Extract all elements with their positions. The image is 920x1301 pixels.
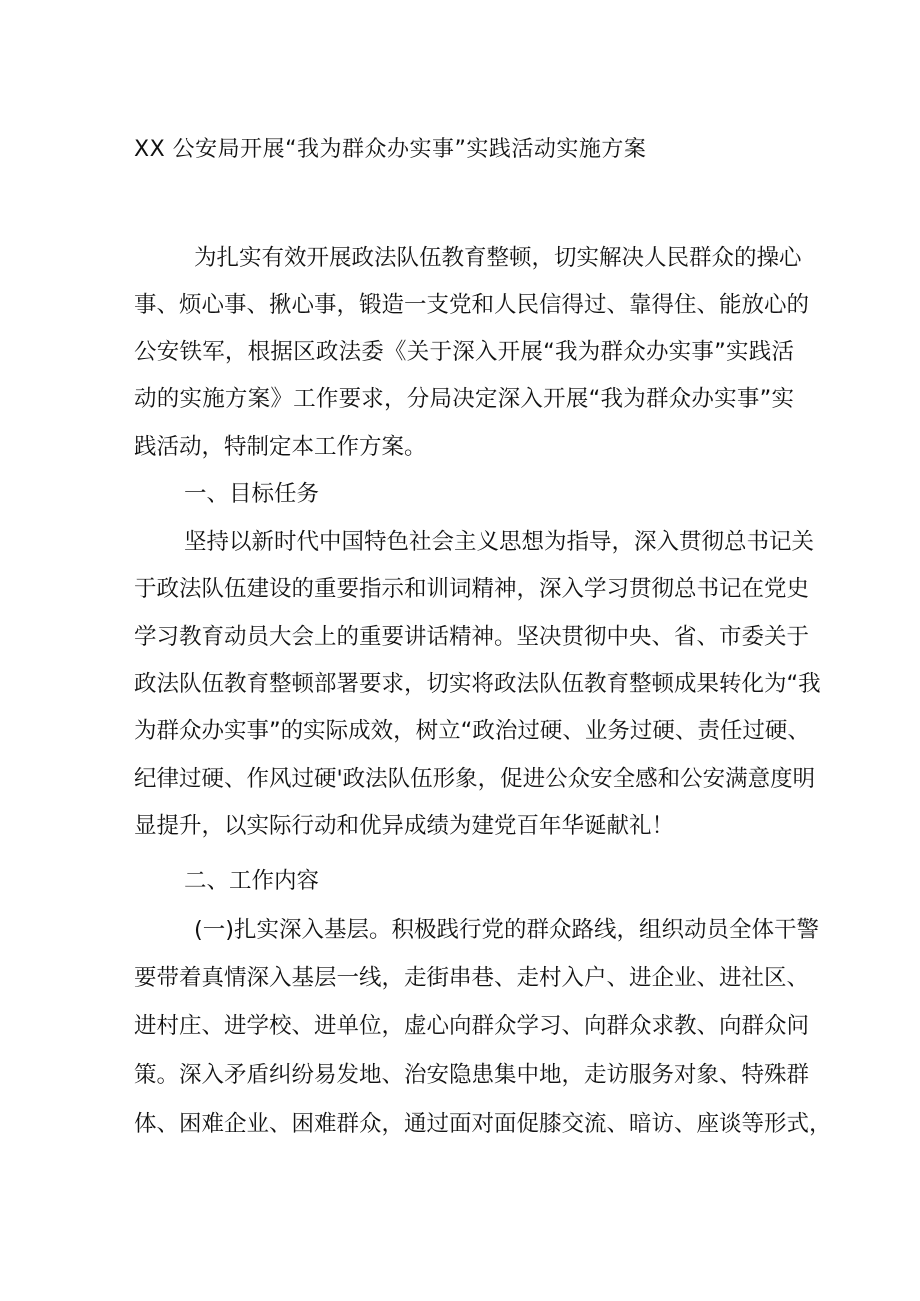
paragraph-line: 事、烦心事、揪心事，锻造一支党和人民信得过、靠得住、能放心的 — [134, 292, 810, 318]
paragraph-line: 纪律过硬、作风过硬'政法队伍形象，促进公众安全感和公安满意度明 — [134, 766, 816, 792]
paragraph-line: 践活动，特制定本工作方案。 — [134, 434, 427, 460]
paragraph-line: 坚持以新时代中国特色社会主义思想为指导，深入贯彻总书记关 — [184, 529, 815, 555]
paragraph-line: 政法队伍教育整顿部署要求，切实将政法队伍教育整顿成果转化为“我 — [134, 671, 821, 697]
paragraph-line: 为扎实有效开展政法队伍教育整顿，切实解决人民群众的操心 — [194, 245, 802, 271]
paragraph-line: 学习教育动员大会上的重要讲话精神。坚决贯彻中央、省、市委关于 — [134, 624, 810, 650]
paragraph-line: 要带着真情深入基层一线，走街串巷、走村入户、进企业、进社区、 — [134, 965, 810, 991]
paragraph-line: 动的实施方案》工作要求，分局决定深入开展“我为群众办实事”实 — [134, 386, 794, 412]
paragraph-line: 体、困难企业、困难群众，通过面对面促膝交流、暗访、座谈等形式， — [134, 1111, 832, 1137]
paragraph-line: 显提升，以实际行动和优异成绩为建党百年华诞献礼！ — [134, 813, 675, 839]
document-title: XX 公安局开展“我为群众办实事”实践活动实施方案 — [134, 137, 647, 162]
paragraph-line: 进村庄、进学校、进单位，虚心向群众学习、向群众求教、向群众问 — [134, 1013, 810, 1039]
paragraph-line: 策。深入矛盾纠纷易发地、治安隐患集中地，走访服务对象、特殊群 — [134, 1062, 810, 1088]
paragraph-line: 公安铁军，根据区政法委《关于深入开展“我为群众办实事”实践活 — [134, 339, 794, 365]
paragraph-line: 为群众办实事”的实际成效，树立“政治过硬、业务过硬、责任过硬、 — [134, 718, 810, 744]
paragraph-line: 于政法队伍建设的重要指示和训词精神，深入学习贯彻总书记在党史 — [134, 576, 810, 602]
paragraph-line: (一)扎实深入基层。积极践行党的群众路线，组织动员全体干警 — [194, 917, 820, 943]
section-heading: 一、目标任务 — [184, 481, 320, 507]
section-heading: 二、工作内容 — [184, 868, 320, 894]
